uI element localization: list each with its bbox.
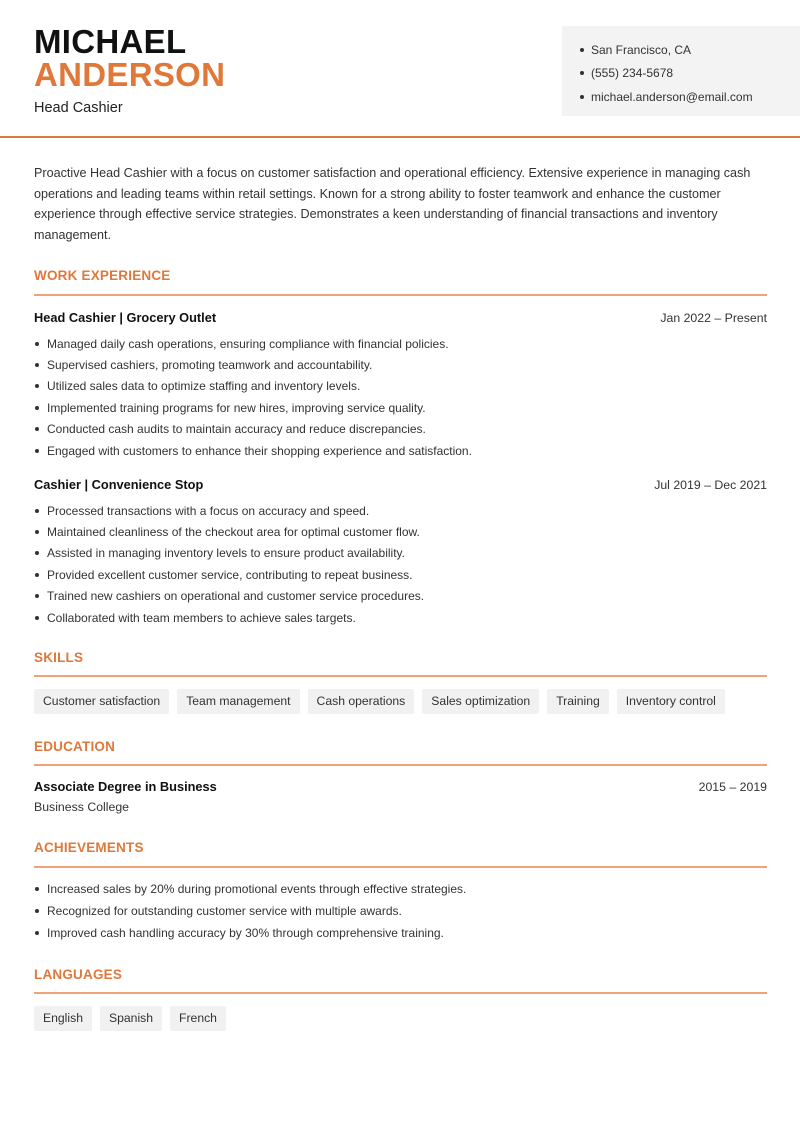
skill-chip: Customer satisfaction — [34, 689, 169, 714]
bullet-icon — [35, 449, 39, 453]
summary-paragraph: Proactive Head Cashier with a focus on customer satisfaction and operational efficiency. Extensive experience in managing cash operations and leading teams within retail settings. Known for a strong ability to foster teamwork and enhance the customer experience through effective service strategies. Demonstrates a keen understanding of financial transactions and inventory management. — [34, 166, 751, 242]
list-item — [34, 397, 767, 418]
bullet-icon — [35, 931, 39, 935]
bullet-text: Conducted cash audits to maintain accuracy and reduce discrepancies. — [47, 422, 426, 437]
bullet-icon — [580, 71, 584, 75]
list-item — [34, 543, 767, 564]
bullet-icon — [35, 530, 39, 534]
bullet-text: Managed daily cash operations, ensuring compliance with financial policies. — [47, 336, 449, 351]
job-date: Jan 2022 – Present — [660, 311, 767, 325]
job-title: Cashier | Convenience Stop — [34, 477, 204, 492]
section-divider — [34, 866, 767, 868]
job-date: Jul 2019 – Dec 2021 — [654, 478, 767, 492]
bullet-text: Implemented training programs for new hires, improving service quality. — [47, 400, 426, 415]
list-item — [34, 521, 767, 542]
bullet-text: Provided excellent customer service, contributing to repeat business. — [47, 567, 413, 582]
bullet-icon — [35, 616, 39, 620]
bullet-icon — [35, 594, 39, 598]
list-item — [34, 376, 767, 397]
bullet-text: Trained new cashiers on operational and customer service procedures. — [47, 589, 425, 604]
language-chip: English — [34, 1006, 92, 1031]
list-item — [34, 586, 767, 607]
contact-location — [580, 38, 800, 62]
degree-title: Associate Degree in Business — [34, 779, 217, 794]
section-title-work: WORK EXPERIENCE — [34, 268, 171, 283]
bullet-text: Supervised cashiers, promoting teamwork and accountability. — [47, 358, 373, 373]
bullet-icon — [35, 363, 39, 367]
list-item — [34, 354, 767, 375]
bullet-text: Processed transactions with a focus on accuracy and speed. — [47, 503, 370, 518]
list-item — [34, 878, 767, 899]
bullet-text: Collaborated with team members to achieve sales targets. — [47, 610, 356, 625]
job-header — [34, 477, 767, 492]
languages-list — [34, 1006, 234, 1031]
bullet-icon — [35, 551, 39, 555]
job-role: Head Cashier — [34, 100, 123, 116]
bullet-text: Improved cash handling accuracy by 30% through comprehensive training. — [47, 926, 444, 941]
bullet-text: Recognized for outstanding customer service with multiple awards. — [47, 903, 402, 918]
job-bullets — [34, 333, 767, 461]
skill-chip: Inventory control — [617, 689, 725, 714]
skill-chip: Cash operations — [308, 689, 415, 714]
list-item — [34, 333, 767, 354]
skill-chip: Training — [547, 689, 609, 714]
contact-box — [562, 26, 800, 116]
education-header — [34, 779, 767, 794]
list-item — [34, 607, 767, 628]
skill-chip: Team management — [177, 689, 299, 714]
first-name: MICHAEL — [34, 23, 187, 60]
bullet-icon — [35, 406, 39, 410]
bullet-icon — [35, 887, 39, 891]
section-title-languages: LANGUAGES — [34, 967, 123, 982]
section-divider — [34, 294, 767, 296]
bullet-text: Utilized sales data to optimize staffing and inventory levels. — [47, 379, 361, 394]
list-item — [34, 500, 767, 521]
bullet-text: Engaged with customers to enhance their shopping experience and satisfaction. — [47, 443, 472, 458]
bullet-text: Maintained cleanliness of the checkout area for optimal customer flow. — [47, 525, 420, 540]
bullet-icon — [35, 573, 39, 577]
bullet-text: Assisted in managing inventory levels to ensure product availability. — [47, 546, 405, 561]
achievements-list — [34, 878, 767, 944]
job-header — [34, 310, 767, 325]
bullet-text: Increased sales by 20% during promotional events through effective strategies. — [47, 881, 467, 896]
language-chip: French — [170, 1006, 226, 1031]
job-title: Head Cashier | Grocery Outlet — [34, 310, 217, 325]
education-date: 2015 – 2019 — [698, 780, 767, 794]
section-title-achievements: ACHIEVEMENTS — [34, 840, 144, 855]
last-name: ANDERSON — [34, 56, 226, 93]
bullet-icon — [580, 48, 584, 52]
location-text: San Francisco, CA — [591, 42, 692, 57]
phone-text: (555) 234-5678 — [591, 66, 674, 81]
language-chip: Spanish — [100, 1006, 162, 1031]
list-item — [34, 922, 767, 943]
job-bullets — [34, 500, 767, 628]
bullet-icon — [580, 95, 584, 99]
bullet-icon — [35, 384, 39, 388]
skills-list — [34, 689, 733, 714]
section-title-skills: SKILLS — [34, 650, 84, 665]
skill-chip: Sales optimization — [422, 689, 539, 714]
bullet-icon — [35, 509, 39, 513]
bullet-icon — [35, 427, 39, 431]
list-item — [34, 419, 767, 440]
list-item — [34, 440, 767, 461]
resume-header — [0, 0, 800, 138]
bullet-icon — [35, 342, 39, 346]
section-title-education: EDUCATION — [34, 739, 116, 754]
section-divider — [34, 675, 767, 677]
section-divider — [34, 992, 767, 994]
school-name: Business College — [34, 800, 130, 814]
section-divider — [34, 764, 767, 766]
list-item — [34, 899, 767, 922]
email-text: michael.anderson@email.com — [591, 89, 753, 104]
bullet-icon — [35, 909, 39, 913]
list-item — [34, 564, 767, 585]
contact-email — [580, 85, 800, 109]
contact-phone — [580, 62, 800, 86]
